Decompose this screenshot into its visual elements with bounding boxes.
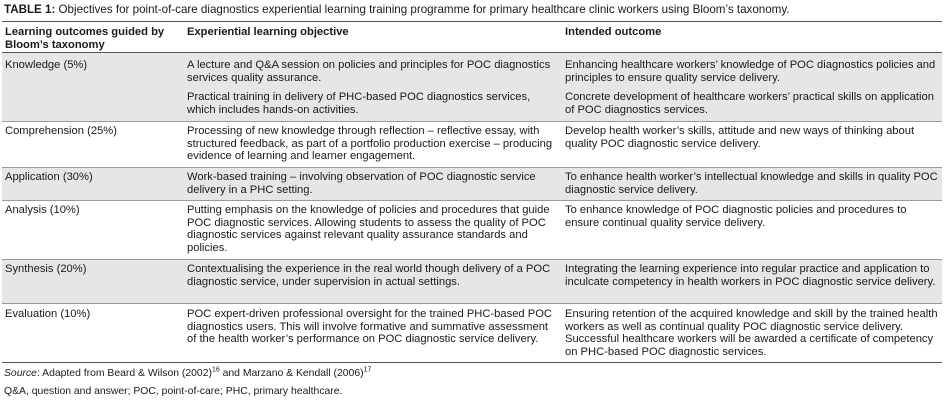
- row-outcome: Synthesis (20%): [5, 263, 87, 275]
- reference-17: 17: [363, 366, 372, 374]
- row-objective: Processing of new knowledge through reflection – reflective essay, with structured feedback, as part of a portfolio production exercise – producing evidence of learning and learner engagement.: [187, 125, 553, 163]
- table-row: [2, 53, 942, 121]
- table-row: [2, 122, 942, 167]
- row-intended: To enhance knowledge of POC diagnostic policies and procedures to ensure continual quality service delivery.: [565, 204, 907, 229]
- header-learning-outcomes: Learning outcomes guided by Bloom’s taxonomy: [5, 26, 165, 51]
- row-outcome: Application (30%): [5, 171, 93, 183]
- table-header-row: [2, 22, 942, 52]
- row-objective: Practical training in delivery of PHC-based POC diagnostics services, which includes hands-on activities.: [187, 91, 531, 116]
- row-objective: Work-based training – involving observation of POC diagnostic service delivery in a PHC setting.: [187, 171, 536, 196]
- row-intended: Integrating the learning experience into regular practice and application to inculcate competency in health workers in POC diagnostic service delivery.: [565, 263, 936, 288]
- row-objective: POC expert-driven professional oversight for the trained PHC-based POC diagnostics users. This will involve formative and summative assessment of the health worker’s performance on POC diagnostic service delivery.: [187, 308, 553, 346]
- table-row: [2, 168, 942, 200]
- row-objective: Contextualising the experience in the real world though delivery of a POC diagnostic service, under supervision in actual settings.: [187, 263, 551, 288]
- row-intended: Concrete development of healthcare workers’ practical skills on application of POC diagnostics services.: [565, 91, 934, 116]
- row-intended: Develop health worker’s skills, attitude and new ways of thinking about quality POC diagnostic service delivery.: [565, 125, 915, 150]
- row-outcome: Comprehension (25%): [5, 125, 117, 137]
- table-row: [2, 260, 942, 303]
- source-text-marzano-kendall: and Marzano & Kendall (2006): [219, 368, 364, 379]
- row-intended: To enhance health worker’s intellectual knowledge and skills in quality POC diagnostic service delivery.: [565, 171, 938, 196]
- table-caption-label: TABLE 1:: [4, 3, 56, 16]
- row-objective: Putting emphasis on the knowledge of policies and procedures that guide POC diagnostic services. Allowing students to assess the quality of POC diagnostic services against relevant quality assurance standards and policies.: [187, 204, 550, 254]
- row-objective: A lecture and Q&A session on policies and principles for POC diagnostics services quality assurance.: [187, 59, 551, 84]
- reference-16: 16: [211, 366, 220, 374]
- table-row: [2, 304, 942, 362]
- table-caption: [4, 3, 940, 17]
- source-label: Source: [4, 368, 37, 379]
- source-text-beard-wilson: : Adapted from Beard & Wilson (2002): [36, 368, 212, 379]
- header-experiential-objective: Experiential learning objective: [187, 26, 349, 38]
- header-intended-outcome: Intended outcome: [565, 26, 662, 38]
- table-row: [2, 201, 942, 259]
- abbreviations-note: Q&A, question and answer; POC, point-of-care; PHC, primary healthcare.: [4, 386, 343, 397]
- row-outcome: Knowledge (5%): [5, 59, 88, 71]
- row-outcome: Analysis (10%): [5, 204, 80, 216]
- table-bottom-rule: [2, 362, 942, 363]
- row-outcome: Evaluation (10%): [5, 308, 91, 320]
- source-note: [4, 368, 371, 380]
- row-intended: Ensuring retention of the acquired knowledge and skill by the trained health workers as well as continual quality POC diagnostic service delivery. Successful healthcare workers will be awarded a certificate of competency on PHC-based POC diagnostic services.: [565, 308, 938, 358]
- row-intended: Enhancing healthcare workers’ knowledge of POC diagnostics policies and principles to ensure quality service delivery.: [565, 59, 936, 84]
- table-caption-text: Objectives for point-of-care diagnostics experiential learning training programme for primary healthcare clinic workers using Bloom’s taxonomy.: [55, 3, 790, 16]
